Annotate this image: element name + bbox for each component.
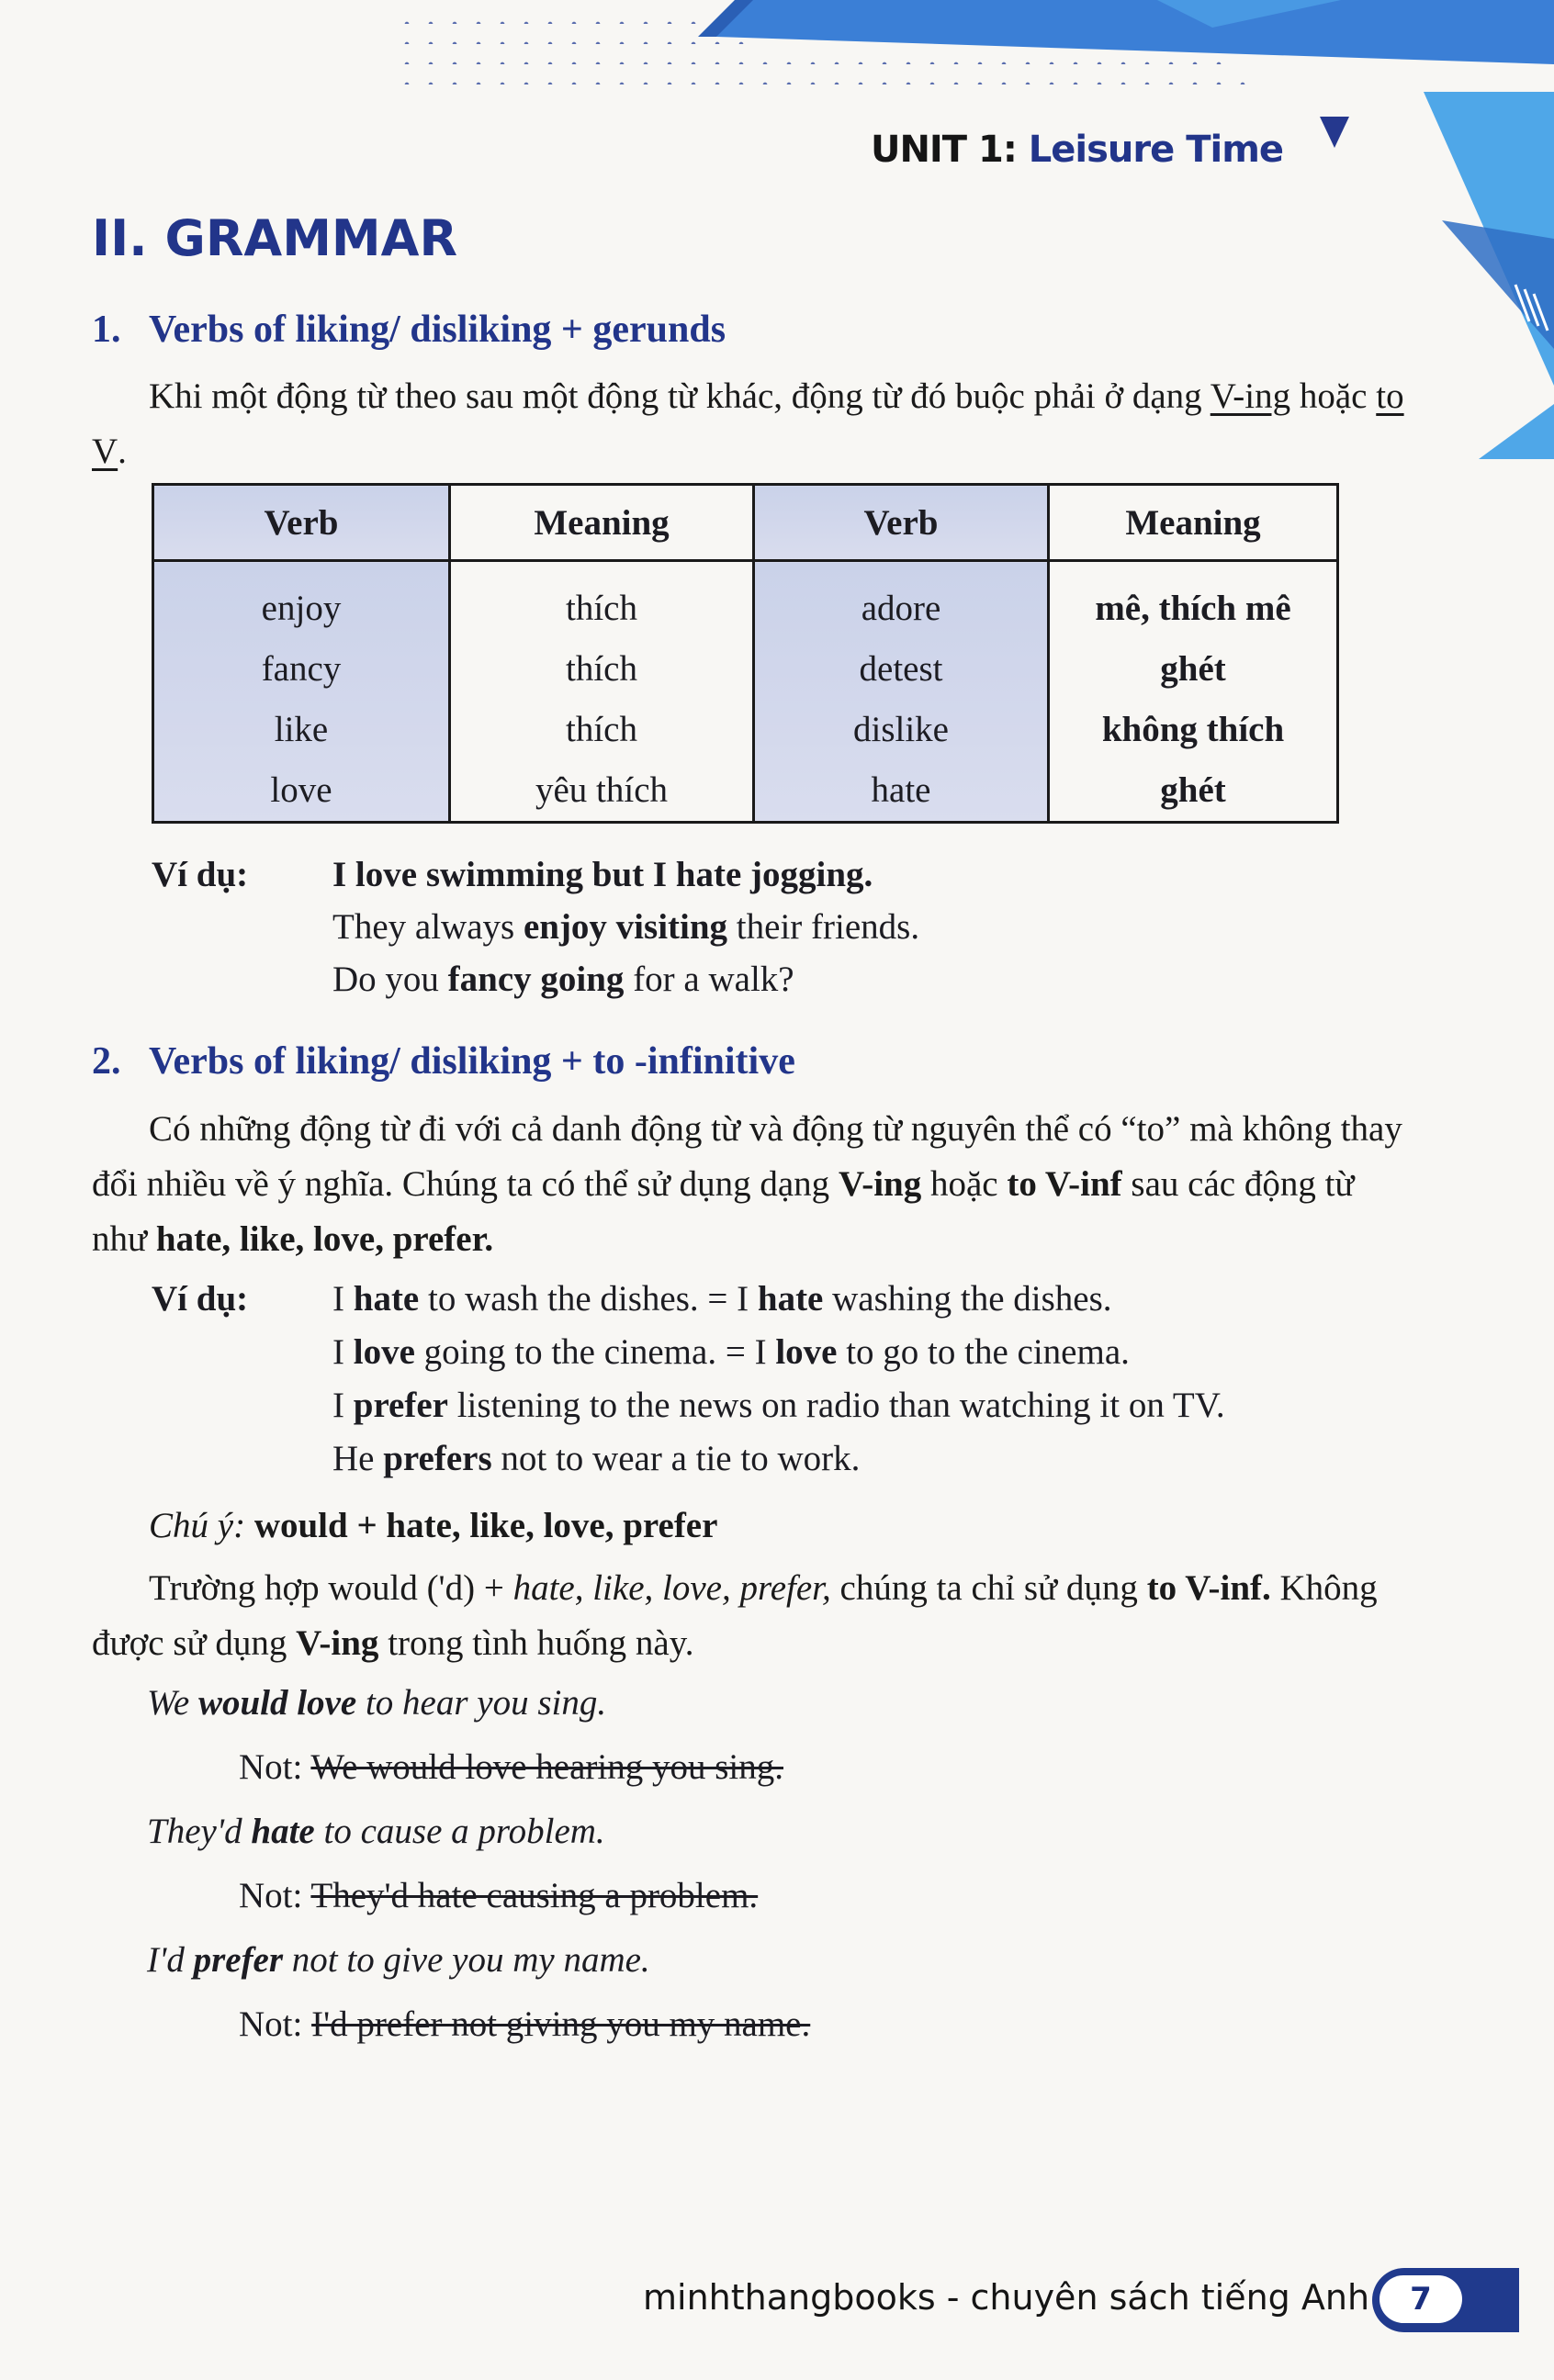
- example-line: [332, 906, 919, 948]
- footer-brand: minhthangbooks - chuyên sách tiếng Anh: [643, 2277, 1370, 2318]
- para-bold: V-ing: [296, 1623, 379, 1663]
- example-text: not to give you my name.: [283, 1940, 650, 1980]
- struck-example: I'd prefer not giving you my name.: [311, 2004, 811, 2044]
- not-label: Not:: [239, 1747, 311, 1787]
- example-bold: love: [775, 1332, 838, 1372]
- example-label: Ví dụ:: [152, 1279, 249, 1319]
- example-text: I: [332, 1279, 354, 1319]
- example-bold: love: [353, 1332, 415, 1372]
- unit-title: Leisure Time: [1028, 129, 1283, 171]
- table-cell-item: adore: [861, 589, 941, 628]
- paragraph-3: [92, 1561, 1405, 1671]
- example-line: [332, 1438, 860, 1479]
- form-tov: to V: [92, 376, 1404, 471]
- example-text: Do you: [332, 960, 448, 999]
- example-text: We: [147, 1683, 198, 1723]
- example-bold: hate: [251, 1812, 315, 1851]
- table-cell-item: like: [274, 710, 329, 749]
- page-number: 7: [1379, 2275, 1462, 2323]
- table-cell: [153, 561, 450, 823]
- subheading-1: [92, 308, 726, 352]
- wrong-example-line: [239, 2004, 810, 2045]
- paragraph-2: [92, 1102, 1405, 1267]
- para-text: Có những động từ đi với cả danh động từ và động từ nguyên thể có “to” mà không thay đổi nhiều về ý nghĩa. Chúng ta có thể sử dụng dạng: [92, 1109, 1402, 1204]
- struck-example: We would love hearing you sing.: [310, 1747, 783, 1787]
- table-cell-item: không thích: [1101, 710, 1285, 749]
- table-cell-item: dislike: [853, 710, 949, 749]
- para-bold: V-ing: [838, 1164, 922, 1204]
- example-text: to cause a problem.: [314, 1812, 605, 1851]
- example-bold: hate: [353, 1279, 420, 1319]
- example-text: to hear you sing.: [356, 1683, 607, 1723]
- example-line: [332, 1331, 1130, 1373]
- table-header-row: [153, 485, 1338, 561]
- example-text: I: [332, 1332, 354, 1372]
- example-label: Ví dụ:: [152, 855, 249, 894]
- example-text: They always: [332, 907, 524, 947]
- table-cell: [1049, 561, 1338, 823]
- para-bold: to V-inf: [1007, 1164, 1122, 1204]
- decorative-triangles: [1405, 55, 1554, 459]
- struck-example: They'd hate causing a problem.: [310, 1876, 759, 1915]
- table-header: Verb: [754, 485, 1049, 561]
- para-text: trong tình huống này.: [378, 1623, 694, 1663]
- not-label: Not:: [239, 2004, 312, 2044]
- table-cell-item: fancy: [261, 649, 342, 689]
- table-cell-item: thích: [566, 710, 637, 749]
- note-label: Chú ý:: [149, 1506, 246, 1545]
- example-line: [332, 854, 873, 895]
- table-cell-item: ghét: [1160, 770, 1226, 810]
- para-text: Không được sử dụng: [92, 1568, 1378, 1663]
- example-text: not to wear a tie to work.: [491, 1439, 861, 1478]
- table-cell: [754, 561, 1049, 823]
- table-cell-item: love: [270, 770, 332, 810]
- table-cell-item: enjoy: [261, 589, 342, 628]
- example-text: They'd: [147, 1812, 252, 1851]
- table-cell-item: mê, thích mê: [1095, 589, 1291, 628]
- example-line: [147, 1939, 650, 1981]
- table-header: Meaning: [450, 485, 754, 561]
- intro-text: Khi một động từ theo sau một động từ khác, động từ đó buộc phải ở dạng: [149, 376, 1211, 416]
- triangle-icon: [1320, 117, 1349, 148]
- para-text: sau các động từ như: [92, 1164, 1355, 1259]
- example-line: [332, 1385, 1225, 1426]
- intro-mid: hoặc: [1290, 376, 1377, 416]
- intro-paragraph: [92, 369, 1405, 479]
- para-italic: hate, like, love, prefer,: [512, 1568, 831, 1608]
- table-cell-item: thích: [566, 649, 637, 689]
- example-line: [147, 1811, 605, 1852]
- example-text: I'd: [147, 1940, 194, 1980]
- para-text: hoặc: [921, 1164, 1008, 1204]
- decorative-dots: [395, 20, 726, 24]
- example-text: going to the cinema. = I: [414, 1332, 776, 1372]
- example-text: listening to the news on radio than watching it on TV.: [447, 1386, 1225, 1425]
- example-text: I love swimming but I hate jogging.: [332, 855, 873, 894]
- example-line: [332, 1278, 1112, 1319]
- verbs-table: [152, 483, 1339, 824]
- note-line: [92, 1499, 1405, 1554]
- table-cell: [450, 561, 754, 823]
- decorative-dots: [395, 40, 744, 44]
- example-bold: enjoy visiting: [523, 907, 728, 947]
- table-row: [153, 561, 1338, 823]
- para-bold: to V-inf.: [1146, 1568, 1271, 1608]
- wrong-example-line: [239, 1746, 783, 1788]
- example-text: their friends.: [727, 907, 920, 947]
- example-bold: prefer: [353, 1386, 448, 1425]
- intro-end: .: [118, 432, 127, 471]
- para-text: chúng ta chỉ sử dụng: [830, 1568, 1147, 1608]
- example-text: to wash the dishes. = I: [419, 1279, 758, 1319]
- example-text: I: [332, 1386, 354, 1425]
- example-bold: fancy going: [447, 960, 625, 999]
- subheading-title: Verbs of liking/ disliking + to -infinitive: [149, 1040, 795, 1083]
- example-bold: prefer: [193, 1940, 284, 1980]
- example-bold: hate: [757, 1279, 824, 1319]
- wrong-example-line: [239, 1875, 758, 1916]
- example-line: [332, 959, 794, 1000]
- table-cell-item: ghét: [1160, 649, 1226, 689]
- not-label: Not:: [239, 1876, 311, 1915]
- subheading-number: 2.: [92, 1040, 121, 1083]
- table-cell-item: yêu thích: [535, 770, 669, 810]
- subheading-2: [92, 1039, 795, 1083]
- table-cell-item: detest: [859, 649, 943, 689]
- form-ving: V-ing: [1210, 376, 1291, 416]
- subheading-title: Verbs of liking/ disliking + gerunds: [149, 309, 726, 351]
- example-line: [147, 1682, 606, 1723]
- example-bold: prefers: [383, 1439, 492, 1478]
- example-text: He: [332, 1439, 384, 1478]
- table-header: Verb: [153, 485, 450, 561]
- example-text: for a walk?: [624, 960, 794, 999]
- table-cell-item: hate: [871, 770, 931, 810]
- example-text: washing the dishes.: [823, 1279, 1112, 1319]
- table-header: Meaning: [1049, 485, 1338, 561]
- table-cell-item: thích: [566, 589, 637, 628]
- para-text: Trường hợp would ('d) +: [149, 1568, 513, 1608]
- para-bold: hate, like, love, prefer.: [155, 1219, 494, 1259]
- unit-label: UNIT 1:: [870, 129, 1017, 171]
- unit-heading: [871, 129, 1283, 171]
- example-bold: would love: [197, 1683, 357, 1723]
- section-title: II. GRAMMAR: [92, 209, 458, 267]
- subheading-number: 1.: [92, 309, 121, 351]
- note-text: would + hate, like, love, prefer: [245, 1506, 718, 1545]
- example-text: to go to the cinema.: [837, 1332, 1130, 1372]
